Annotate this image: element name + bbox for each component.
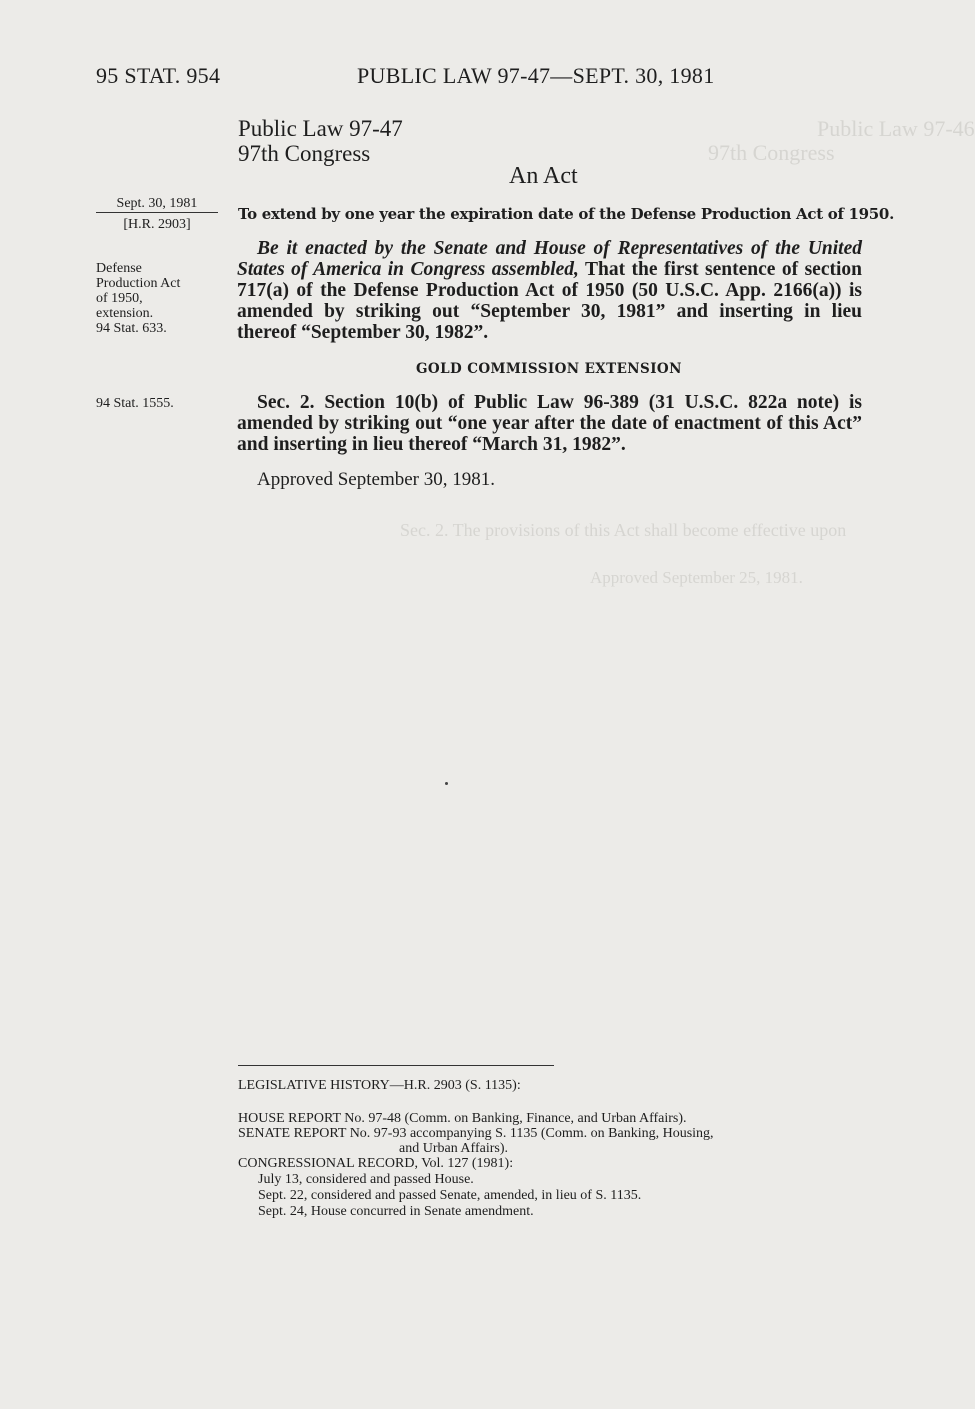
margin-note-line: Defense [96,261,142,276]
margin-note-line: of 1950, [96,291,143,306]
margin-note-line: Production Act [96,276,181,291]
margin-note-defense-production [96,261,180,336]
margin-divider [96,212,218,213]
senate-report-continued: and Urban Affairs). [399,1141,508,1156]
bleed-through-text: Public Law 97-46 [817,116,975,141]
enacting-clause [237,238,862,343]
margin-bill-number: [H.R. 2903] [123,217,191,232]
stray-mark [445,782,448,785]
bleed-through-text: 97th Congress [708,140,835,165]
margin-note-line: 94 Stat. 633. [96,321,167,336]
bleed-through-text: Sec. 2. The provisions of this Act shall become effective upon [400,520,847,540]
section-2-body: Section 10(b) of Public Law 96-389 (31 U.S.C. 822a note) is amended by striking out “one year after the date of enactment of this Act” and inserting in lieu thereof “March 31, 1982”. [237,392,862,455]
an-act-heading: An Act [509,163,578,189]
record-event: July 13, considered and passed House. [258,1172,474,1187]
footnote-divider [238,1065,554,1066]
section-1-text: That the first sentence of section 717(a) of the Defense Production Act of 1950 (50 U.S.C. App. 2166(a)) is amended by striking out “September 30, 1981” and inserting in lieu thereof “September 30, 1982”. [237,259,862,343]
legislative-history-heading: LEGISLATIVE HISTORY—H.R. 2903 (S. 1135): [238,1078,521,1093]
margin-date: Sept. 30, 1981 [116,196,198,211]
public-law-number: Public Law 97-47 [238,116,403,141]
enacting-formula: Be it enacted by the Senate and House of Representatives of the United States of America in Congress assembled, [237,238,862,280]
congressional-record: CONGRESSIONAL RECORD, Vol. 127 (1981): [238,1156,514,1171]
house-report: HOUSE REPORT No. 97-48 (Comm. on Banking, Finance, and Urban Affairs). [238,1111,687,1126]
record-event: Sept. 24, House concurred in Senate amendment. [258,1204,534,1219]
margin-note-sec2: 94 Stat. 1555. [96,396,174,411]
section-2-label: Sec. 2. [257,392,315,413]
bleed-through-text: Approved September 25, 1981. [590,568,803,587]
congress-number: 97th Congress [238,141,371,166]
approval-date: Approved September 30, 1981. [257,469,495,490]
act-purpose: To extend by one year the expiration date of the Defense Production Act of 1950. [238,205,894,223]
page-number: 95 STAT. 954 [96,63,221,88]
margin-note-line: extension. [96,306,154,321]
record-event: Sept. 22, considered and passed Senate, amended, in lieu of S. 1135. [258,1188,642,1203]
senate-report: SENATE REPORT No. 97-93 accompanying S. 1135 (Comm. on Banking, Housing, [238,1126,714,1141]
running-title: PUBLIC LAW 97-47—SEPT. 30, 1981 [357,63,715,88]
section-2-heading: GOLD COMMISSION EXTENSION [416,361,682,377]
section-2-text [237,392,862,455]
